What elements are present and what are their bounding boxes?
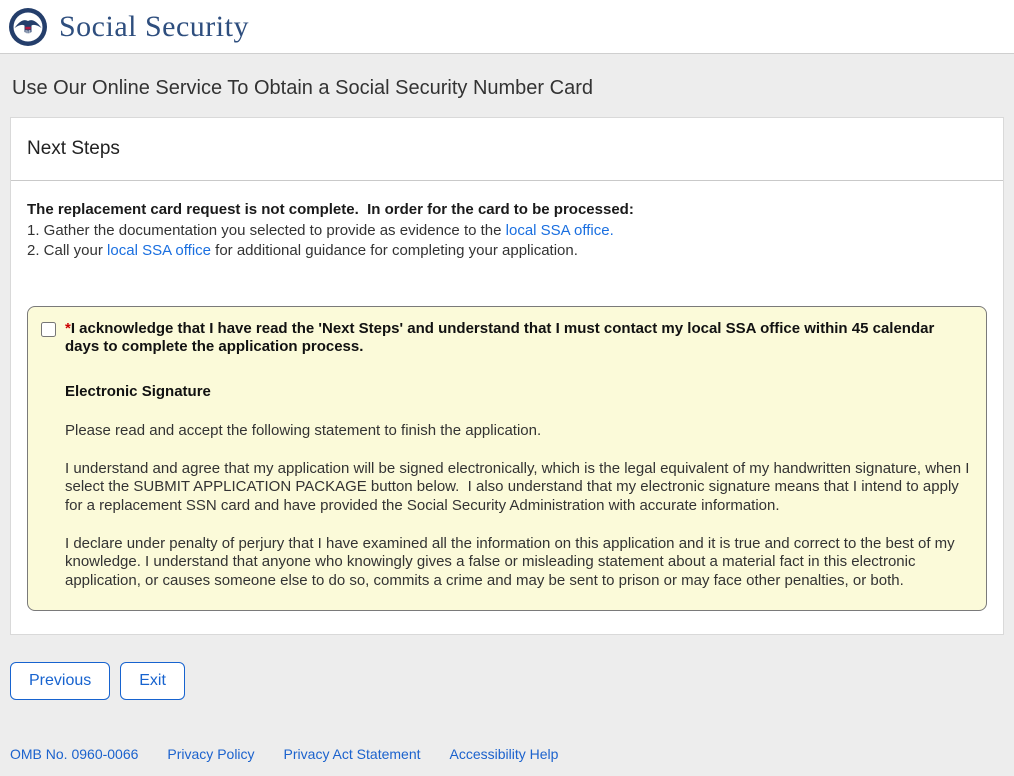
ssa-seal-icon (8, 7, 48, 47)
acknowledge-label[interactable] (65, 320, 971, 357)
local-ssa-office-link-2[interactable]: local SSA office (107, 241, 211, 259)
step-item-2 (27, 242, 987, 260)
step-2-suffix: for additional guidance for completing your application. (211, 241, 578, 259)
signature-paragraph-1: I understand and agree that my application will be signed electronically, which is the legal equivalent of my handwritten signature, when I select the SUBMIT APPLICATION PACKAGE button below. I also understand that my electronic signature means that I intend to apply for a replacement SSN card and have provided the Social Security Administration with accurate information. (65, 460, 974, 514)
acknowledge-label-text: I acknowledge that I have read the 'Next Steps' and understand that I must contact my local SSA office within 45 calendar days to complete the application process. (65, 319, 935, 356)
electronic-signature-heading: Electronic Signature (65, 383, 211, 401)
panel-heading: Next Steps (11, 118, 1003, 181)
omb-number-link[interactable]: OMB No. 0960-0066 (10, 745, 139, 762)
acknowledge-row (41, 320, 971, 357)
panel-body (11, 181, 1003, 634)
accessibility-help-link[interactable]: Accessibility Help (449, 745, 559, 762)
signature-instruction: Please read and accept the following statement to finish the application. (65, 421, 542, 439)
privacy-act-statement-link[interactable]: Privacy Act Statement (283, 745, 421, 762)
local-ssa-office-link-1[interactable]: local SSA office. (505, 222, 614, 240)
step-1-prefix: 1. Gather the documentation you selected to provide as evidence to the (27, 222, 506, 240)
next-steps-panel (10, 117, 1004, 635)
step-2-prefix: 2. Call your (27, 241, 108, 259)
intro-text: The replacement card request is not complete. In order for the card to be processed: (27, 201, 634, 218)
footer (10, 746, 1004, 762)
action-buttons (10, 662, 1004, 700)
previous-button[interactable]: Previous (10, 662, 110, 700)
page-title: Use Our Online Service To Obtain a Social Security Number Card (12, 77, 593, 99)
acknowledgement-box (27, 306, 987, 611)
app-header (0, 0, 1014, 54)
electronic-signature-section (65, 383, 974, 589)
acknowledge-checkbox[interactable] (41, 322, 56, 337)
required-indicator: * (65, 319, 71, 337)
brand-title: Social Security (59, 9, 249, 43)
signature-paragraph-2: I declare under penalty of perjury that I have examined all the information on this application and it is true and correct to the best of my knowledge. I understand that anyone who knowingly gives a false or misleading statement about a material fact in this electronic application, or causes someone else to do so, commits a crime and may be sent to prison or may face other penalties, or both. (65, 534, 959, 589)
privacy-policy-link[interactable]: Privacy Policy (167, 745, 255, 762)
step-item-1 (27, 222, 987, 240)
exit-button[interactable]: Exit (120, 662, 185, 700)
